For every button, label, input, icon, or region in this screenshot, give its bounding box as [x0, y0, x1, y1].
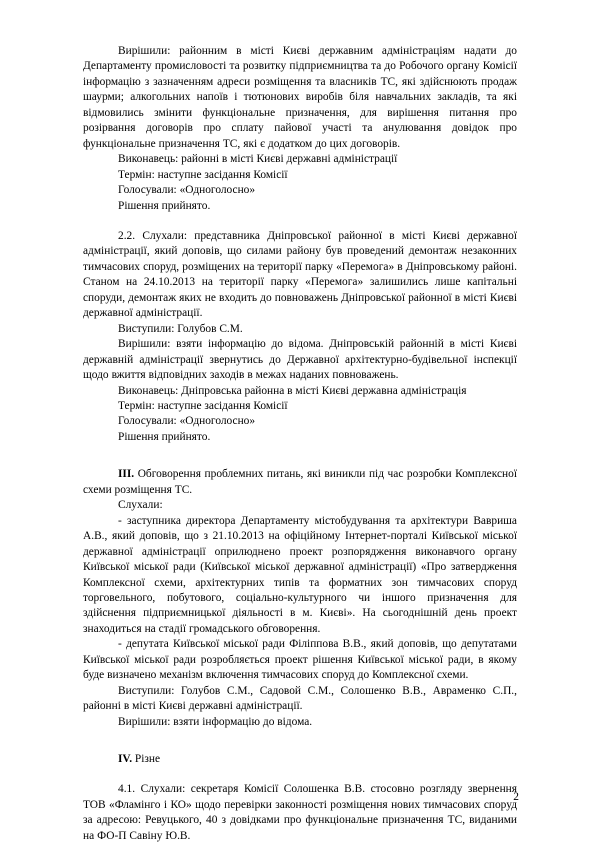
- document-line: Виступили: Голубов С.М.: [118, 322, 243, 335]
- paragraph-spacer: [83, 767, 517, 782]
- section-heading-marker: IV.: [118, 753, 133, 766]
- document-line: Виконавець: районні в місті Києві державні адміністрації: [118, 153, 398, 166]
- paragraph-spacer: [83, 730, 517, 752]
- paragraph-spacer: [83, 445, 517, 467]
- section-heading: [83, 752, 517, 767]
- document-paragraph: 2.2. Слухали: представника Дніпровської районної в місті Києві державної адміністрації, який доповів, що силами району був проведений демонтаж незаконних тимчасових споруд, розміщених на території парку «Перемога» в Дніпровському районі. Станом на 24.10.2013 на території парку «Перемога» залишились лише капітальні споруди, демонтаж яких не входить до повноважень Дніпровської районної в місті Києві державної адміністрації.: [83, 229, 517, 320]
- section-heading-marker: III.: [118, 468, 135, 481]
- document-paragraph: Вирішили: районним в місті Києві державним адміністраціям надати до Департаменту промисловості та розвитку підприємництва та до Робочого органу Комісії інформацію з зазначенням адреси розміщення та власників ТС, які здійснюють продаж шаурми; алкогольних напоїв і тютюнових виробів біля навчальних закладів, та які відмовились змінити функціональне призначення, для вирішення питання про розірвання договорів про сплату пайової участі та анулювання довідок про функціональне призначення ТС, які є додатком до цих договорів.: [83, 45, 517, 150]
- document-line: Термін: наступне засідання Комісії: [118, 399, 288, 412]
- paragraph-spacer: [83, 214, 517, 229]
- document-paragraph: Вирішили: взяти інформацію до відома. Дніпровській районній в місті Києві державній адміністрації звернутись до Державної архітектурно-будівельної інспекції щодо вжиття відповідних заходів в межах наданих повноважень.: [83, 338, 517, 382]
- section-heading: [83, 467, 517, 498]
- document-line: Виконавець: Дніпровська районна в місті Києві державна адміністрація: [118, 384, 467, 397]
- document-line: Рішення прийнято.: [118, 430, 211, 443]
- document-body: [83, 44, 517, 843]
- document-line: Термін: наступне засідання Комісії: [118, 168, 288, 181]
- document-paragraph: - заступника директора Департаменту містобудування та архітектури Вавриша А.В., який доповів, що з 21.10.2013 на офіційному Інтернет-порталі Київської міської державної адміністрації оприлюднено проект розпорядження виконавчого органу Київської міської ради (Київської міської державної адміністрації) «Про затвердження Комплексної схеми, архітектурних типів та форматних зон тимчасових споруд торговельного, побутового, соціально-культурного чи іншого призначення для здійснення підприємницької діяльності в м. Києві». На сьогоднішній день проект знаходиться на стадії громадського обговорення.: [83, 514, 517, 635]
- document-line: Слухали:: [118, 499, 163, 512]
- document-paragraph: Виступили: Голубов С.М., Садовой С.М., Солошенко В.В., Авраменко С.П., районні в місті Києві державні адміністрації.: [83, 684, 517, 713]
- section-heading-text: Обговорення проблемних питань, які виникли під час розробки Комплексної схеми розміщення ТС.: [83, 468, 517, 496]
- document-line: Голосували: «Одноголосно»: [118, 184, 256, 197]
- page-number: 2: [513, 791, 519, 803]
- document-paragraph: - депутата Київської міської ради Філіппова В.В., який доповів, що депутатами Київської міської ради розробляється проект рішення Київської міської ради, в якому буде визначено механізм включення тимчасових споруд до Комплексної схеми.: [83, 638, 517, 682]
- document-line: Голосували: «Одноголосно»: [118, 415, 256, 428]
- document-paragraph: 4.1. Слухали: секретаря Комісії Солошенка В.В. стосовно розгляду звернення ТОВ «Фламінго і КО» щодо перевірки законності розміщення нових тимчасових споруд за адресою: Ревуцького, 40 з довідками про функціональне призначення ТС, виданими на ФО-П Савіну Ю.В.: [83, 783, 517, 842]
- document-line: Вирішили: взяти інформацію до відома.: [118, 715, 313, 728]
- document-line: Рішення прийнято.: [118, 199, 211, 212]
- section-heading-text: Різне: [132, 753, 161, 766]
